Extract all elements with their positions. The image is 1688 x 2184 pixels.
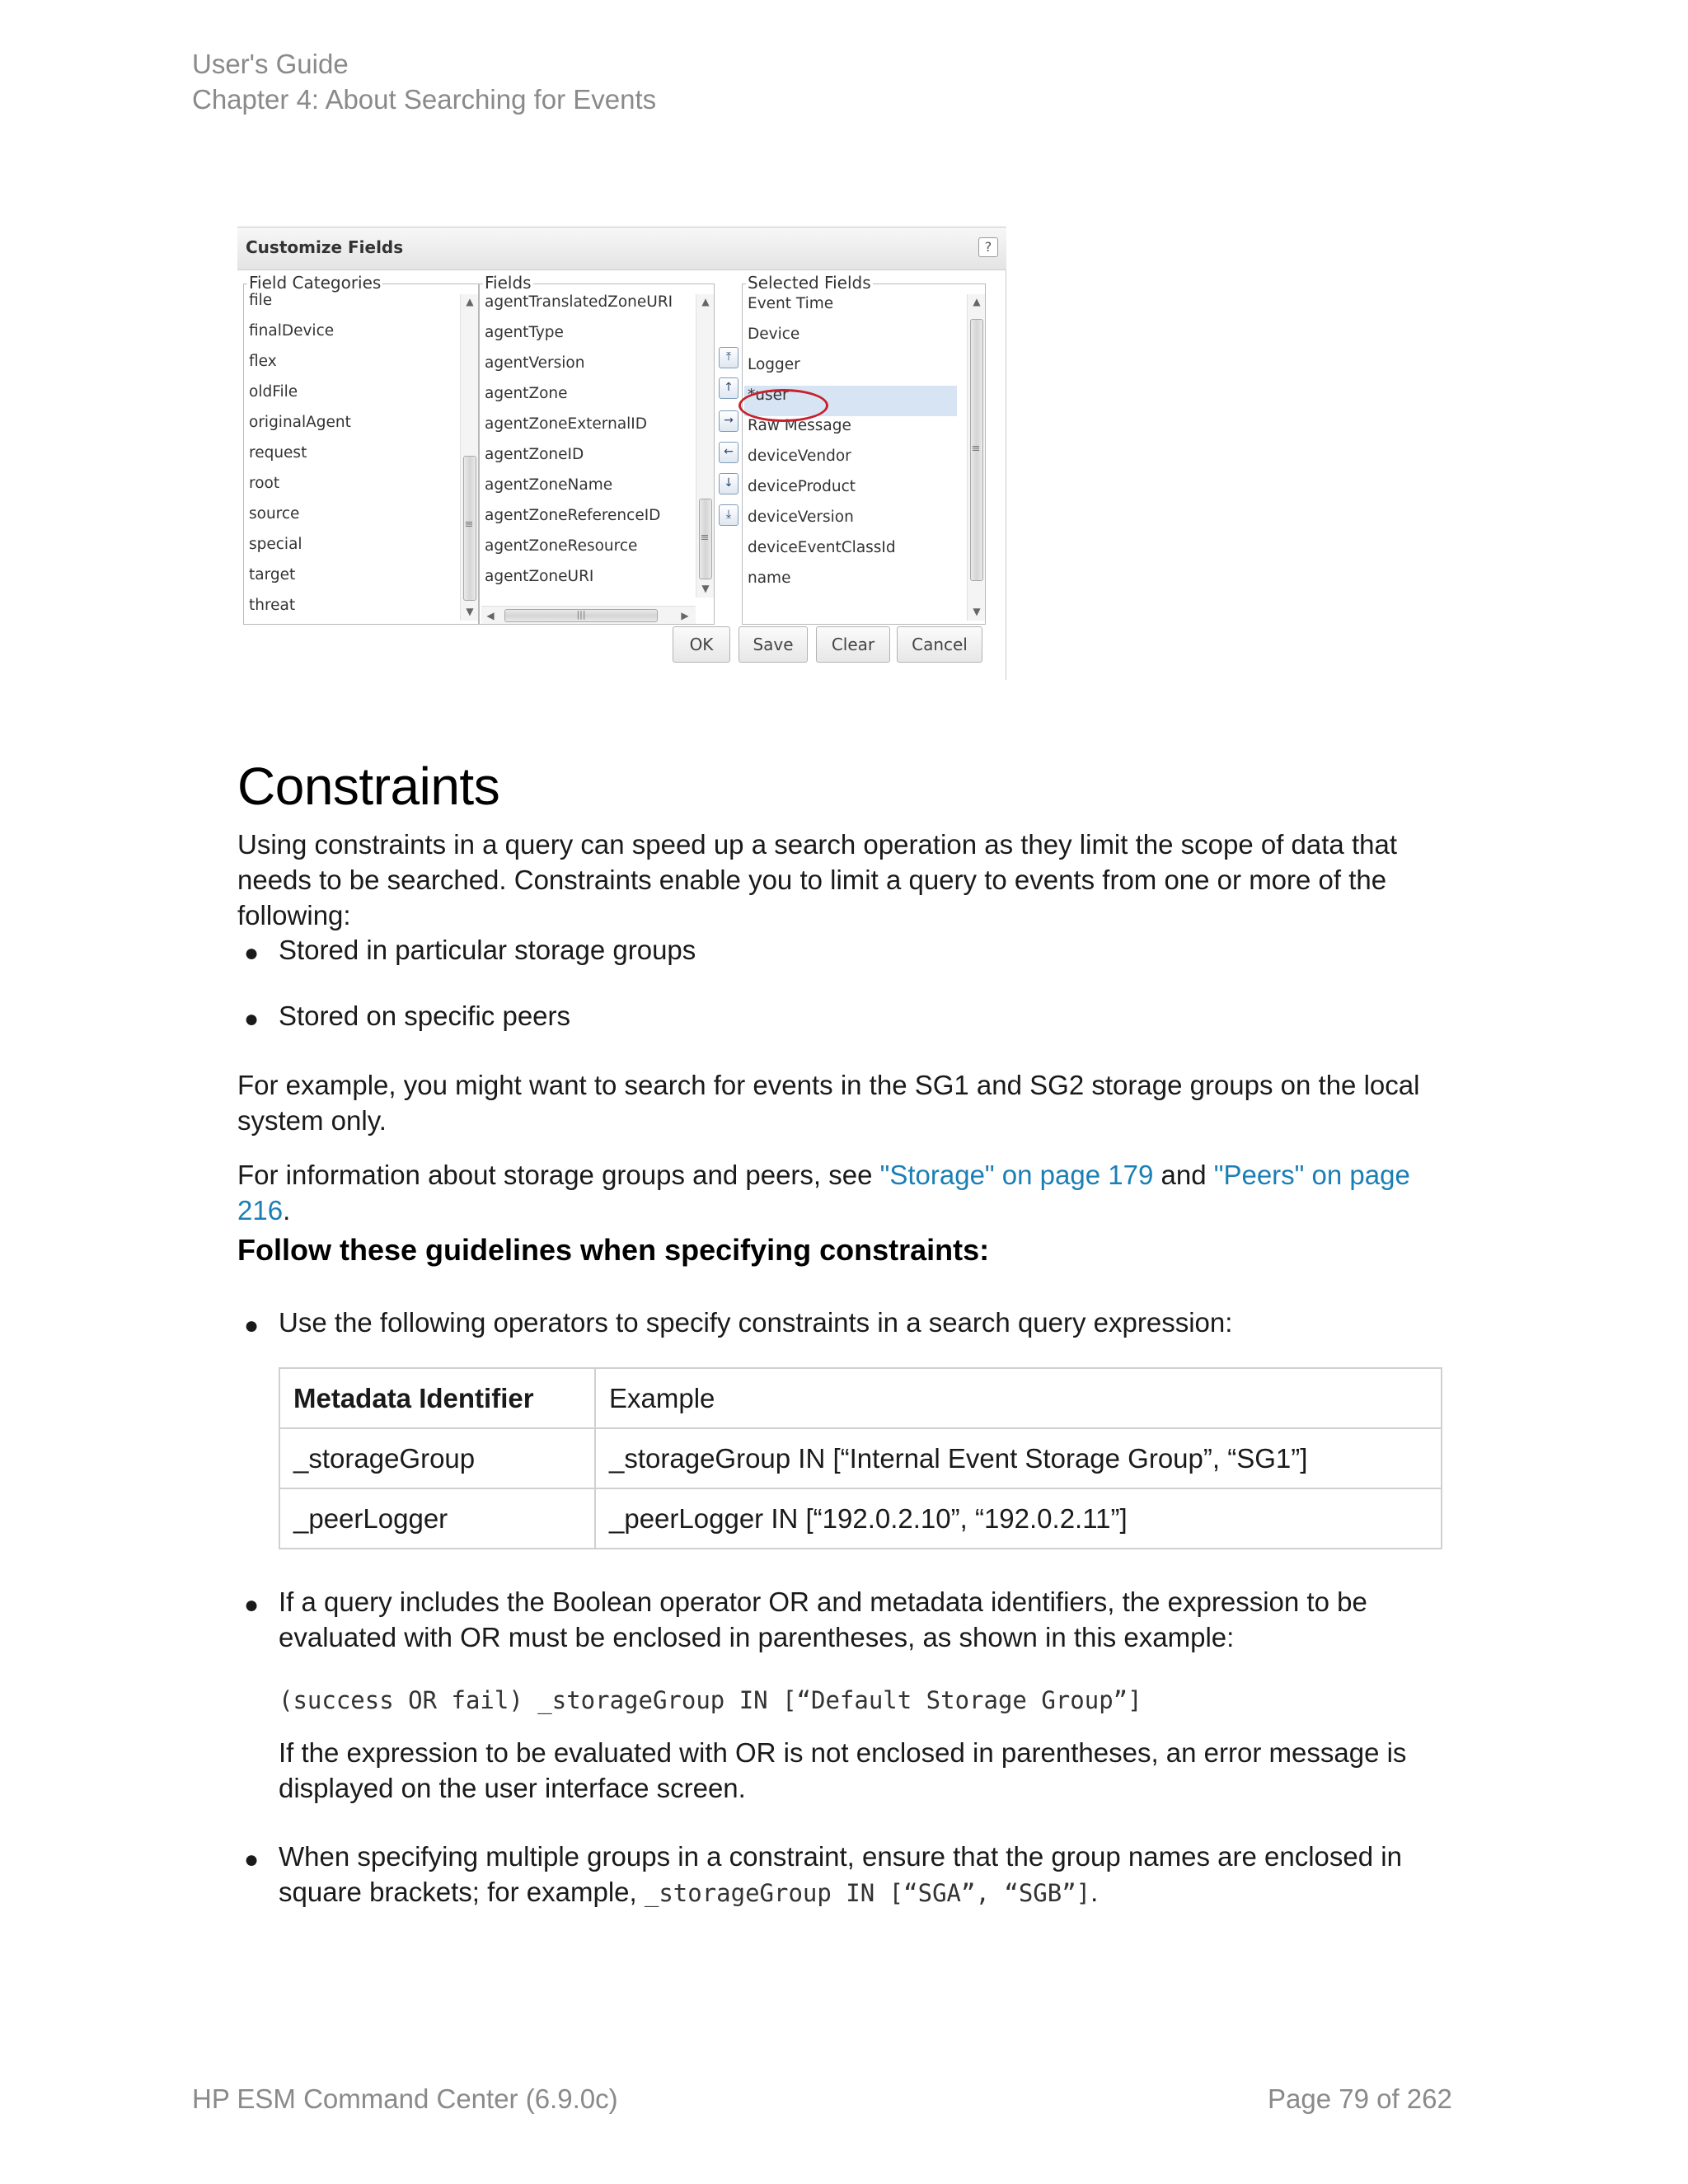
fields-scrollbar[interactable] — [696, 294, 714, 598]
operators-table — [279, 1367, 1442, 1549]
list-item[interactable]: agentZoneReferenceID — [485, 507, 661, 524]
guidelines-heading: Follow these guidelines when specifying constraints: — [237, 1233, 990, 1267]
table-cell: _peerLogger IN [“192.0.2.10”, “192.0.2.11”] — [595, 1488, 1442, 1549]
dialog-title: Customize Fields — [246, 237, 404, 257]
intro-paragraph: Using constraints in a query can speed up a search operation as they limit the scope of data that needs to be searched. Constraints enable you to limit a query to events from one or more of the following: — [237, 829, 1397, 930]
selected-fields-panel — [742, 273, 986, 625]
cancel-button[interactable]: Cancel — [897, 626, 982, 663]
remove-field-icon[interactable]: ← — [719, 442, 738, 463]
guideline-or-note: If the expression to be evaluated with OR is not enclosed in parentheses, an error message is displayed on the user interface screen. — [279, 1737, 1407, 1803]
scroll-right-icon[interactable]: ▶ — [681, 610, 689, 621]
bullet-icon: ● — [244, 1846, 260, 1873]
list-item[interactable]: agentZoneResource — [485, 537, 638, 555]
list-item[interactable]: Logger — [748, 356, 800, 373]
table-cell: _peerLogger — [279, 1488, 595, 1549]
list-item[interactable]: deviceEventClassId — [748, 539, 896, 556]
list-item[interactable]: Device — [748, 326, 800, 343]
guideline3-prefix: When specifying multiple groups in a constraint, ensure that the group names are enclosed in square brackets; for example, — [279, 1841, 1402, 1907]
grip-icon: ≡ — [971, 443, 981, 455]
highlight-annotation — [738, 389, 828, 422]
info-mid: and — [1153, 1160, 1214, 1190]
table-header-row — [279, 1368, 1442, 1428]
list-item[interactable]: file — [249, 292, 273, 309]
add-field-icon[interactable]: → — [719, 410, 738, 432]
bullet-peers: Stored on specific peers — [279, 1001, 571, 1031]
scroll-left-icon[interactable]: ◀ — [486, 610, 495, 621]
scroll-down-icon[interactable]: ▼ — [973, 606, 981, 617]
fields-label: Fields — [485, 273, 532, 293]
chapter-title: Chapter 4: About Searching for Events — [192, 84, 657, 115]
guideline3-code: _storageGroup IN [“SGA”, “SGB”] — [644, 1879, 1091, 1907]
list-item[interactable]: originalAgent — [249, 414, 351, 431]
list-item[interactable]: agentZoneURI — [485, 568, 594, 585]
save-button[interactable]: Save — [738, 626, 808, 663]
list-item[interactable]: deviceVendor — [748, 448, 851, 465]
hscroll-thumb[interactable]: ||| — [504, 609, 658, 622]
scroll-up-icon[interactable]: ▲ — [701, 296, 710, 307]
fields-hscrollbar[interactable] — [481, 606, 696, 624]
list-item[interactable]: name — [748, 569, 791, 587]
list-item[interactable]: root — [249, 475, 280, 492]
table-header: Example — [595, 1368, 1442, 1428]
ok-button[interactable]: OK — [673, 626, 730, 663]
storage-link[interactable]: "Storage" on page 179 — [879, 1160, 1154, 1190]
scroll-down-icon[interactable]: ▼ — [466, 606, 474, 617]
bullet-icon: ● — [244, 1005, 260, 1033]
table-header: Metadata Identifier — [279, 1368, 595, 1428]
info-suffix: . — [283, 1195, 291, 1226]
list-item[interactable]: deviceVersion — [748, 509, 854, 526]
field-categories-list — [249, 291, 351, 626]
example-paragraph: For example, you might want to search for events in the SG1 and SG2 storage groups on the local system only. — [237, 1070, 1420, 1136]
move-down-icon[interactable]: ↓ — [719, 473, 738, 494]
section-title: Constraints — [237, 757, 500, 816]
scroll-up-icon[interactable]: ▲ — [973, 296, 981, 307]
grip-icon: ≡ — [464, 518, 474, 531]
bullet-icon: ● — [244, 1312, 260, 1339]
table-row — [279, 1488, 1442, 1549]
guide-title: User's Guide — [192, 49, 349, 79]
list-item-selected[interactable]: *user — [744, 386, 957, 416]
footer-product: HP ESM Command Center (6.9.0c) — [192, 2083, 618, 2114]
help-icon[interactable]: ? — [978, 237, 998, 257]
list-item[interactable]: agentVersion — [485, 354, 585, 372]
field-categories-scrollbar[interactable] — [460, 294, 478, 621]
list-item[interactable]: finalDevice — [249, 322, 335, 340]
guideline3-suffix: . — [1090, 1877, 1099, 1907]
bullet-icon: ● — [244, 1591, 260, 1619]
grip-icon: ≡ — [700, 532, 710, 544]
fields-list — [485, 293, 673, 598]
bullet-storage-groups: Stored in particular storage groups — [279, 935, 696, 965]
list-item[interactable]: agentZoneName — [485, 476, 613, 494]
field-categories-label: Field Categories — [249, 273, 382, 293]
selected-fields-scrollbar[interactable] — [967, 294, 985, 621]
list-item[interactable]: flex — [249, 353, 277, 370]
peers-link[interactable]: "Peers" on page 216 — [237, 1160, 1410, 1226]
info-paragraph — [237, 1157, 1457, 1228]
scroll-down-icon[interactable]: ▼ — [701, 583, 710, 594]
footer-page-number: Page 79 of 262 — [1268, 2083, 1452, 2114]
list-item[interactable]: threat — [249, 597, 296, 614]
fields-panel — [479, 273, 715, 625]
move-bottom-icon[interactable]: ⤓ — [719, 504, 738, 526]
list-item[interactable]: target — [249, 566, 296, 583]
table-row — [279, 1428, 1442, 1488]
move-up-icon[interactable]: ↑ — [719, 377, 738, 399]
table-cell: _storageGroup — [279, 1428, 595, 1488]
list-item[interactable]: Event Time — [748, 295, 834, 312]
code-example: (success OR fail) _storageGroup IN [“Default Storage Group”] — [279, 1686, 1142, 1714]
list-item[interactable]: agentTranslatedZoneURI — [485, 293, 673, 311]
list-item[interactable]: Raw Message — [748, 417, 851, 434]
guideline-operators: Use the following operators to specify constraints in a search query expression: — [279, 1307, 1233, 1338]
customize-fields-dialog — [237, 227, 1006, 680]
list-item[interactable]: agentZone — [485, 385, 568, 402]
bullet-icon: ● — [244, 940, 260, 967]
table-cell: _storageGroup IN [“Internal Event Storage Group”, “SG1”] — [595, 1428, 1442, 1488]
clear-button[interactable]: Clear — [816, 626, 890, 663]
dialog-title-bar — [237, 227, 1006, 270]
list-item[interactable]: agentZoneID — [485, 446, 584, 463]
list-item[interactable]: agentType — [485, 324, 564, 341]
guideline-or-operator: If a query includes the Boolean operator OR and metadata identifiers, the expression to be evaluated with OR must be enclosed in parentheses, as shown in this example: — [279, 1586, 1367, 1652]
scroll-up-icon[interactable]: ▲ — [466, 296, 474, 307]
list-item[interactable]: request — [249, 444, 307, 462]
list-item[interactable]: deviceProduct — [748, 478, 856, 495]
move-top-icon[interactable]: ⤒ — [719, 347, 738, 368]
selected-fields-label: Selected Fields — [748, 273, 871, 293]
list-item[interactable]: agentZoneExternalID — [485, 415, 647, 433]
field-categories-panel — [243, 273, 479, 625]
list-item[interactable]: oldFile — [249, 383, 298, 401]
selected-fields-list — [748, 294, 957, 599]
guideline-brackets — [279, 1839, 1457, 1911]
info-prefix: For information about storage groups and peers, see — [237, 1160, 880, 1190]
list-item[interactable]: source — [249, 505, 300, 523]
list-item[interactable]: special — [249, 536, 302, 553]
running-header — [192, 46, 656, 117]
